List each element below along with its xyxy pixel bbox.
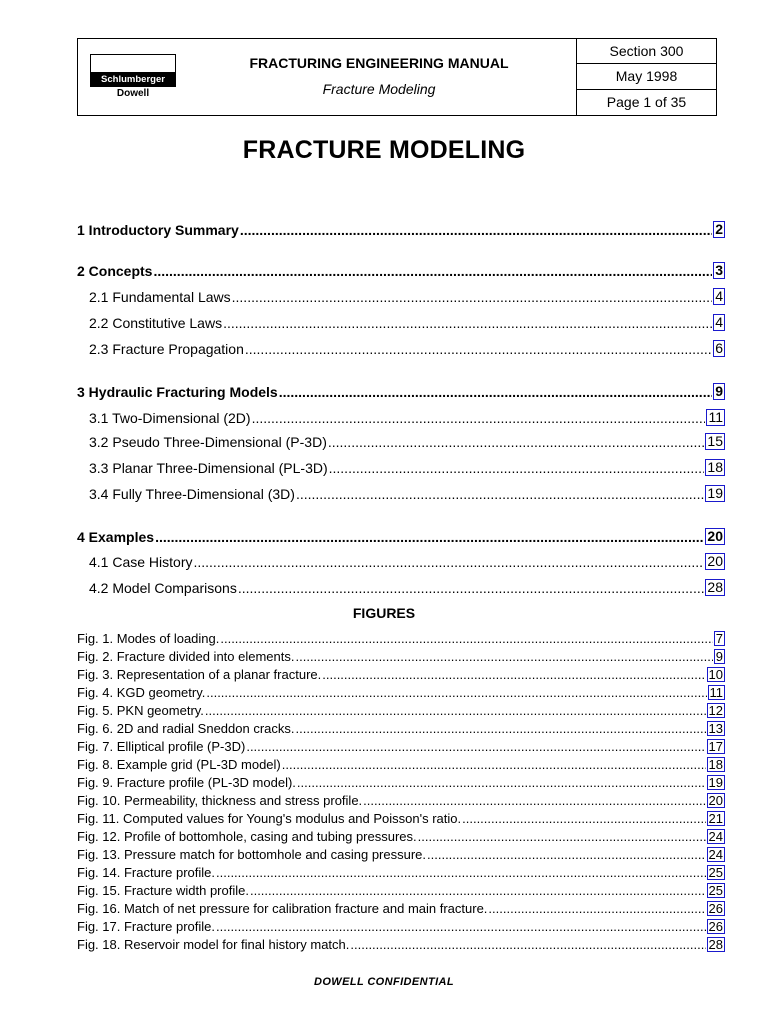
figure-page-link[interactable]: 13 — [708, 721, 723, 736]
toc-page-link[interactable]: 20 — [707, 528, 723, 544]
figure-entry[interactable] — [77, 793, 725, 808]
figure-page-link[interactable]: 9 — [715, 649, 723, 664]
toc-entry[interactable] — [77, 578, 725, 596]
toc-entry[interactable] — [77, 220, 725, 238]
logo-frame — [90, 54, 176, 72]
manual-subtitle: Fracture Modeling — [322, 81, 436, 97]
figure-entry[interactable] — [77, 883, 725, 898]
document-date: May 1998 — [577, 64, 716, 89]
figure-label: Fig. 1. Modes of loading. — [77, 631, 220, 646]
toc-entry[interactable] — [77, 313, 725, 331]
toc-entry-label: 4.1 Case History — [89, 554, 193, 570]
figure-entry[interactable] — [77, 775, 725, 790]
figure-entry[interactable] — [77, 703, 725, 718]
toc-page-link[interactable]: 4 — [715, 288, 723, 304]
toc-entry[interactable] — [77, 552, 725, 570]
toc-entry-label: 4.2 Model Comparisons — [89, 580, 237, 596]
manual-title: FRACTURING ENGINEERING MANUAL — [249, 55, 509, 71]
toc-entry-label: 2.1 Fundamental Laws — [89, 289, 231, 305]
figure-entry[interactable] — [77, 937, 725, 952]
header-title-cell — [183, 39, 575, 115]
figure-entry[interactable] — [77, 721, 725, 736]
figure-label: Fig. 7. Elliptical profile (P-3D) — [77, 739, 246, 754]
toc-entry[interactable] — [77, 432, 725, 450]
figure-label: Fig. 5. PKN geometry. — [77, 703, 204, 718]
toc-entry-label: 3 Hydraulic Fracturing Models — [77, 384, 278, 400]
figure-entry[interactable] — [77, 865, 725, 880]
figure-page-link[interactable]: 21 — [708, 811, 723, 826]
figure-page-link[interactable]: 7 — [715, 631, 723, 646]
figure-page-link[interactable]: 19 — [708, 775, 723, 790]
toc-page-link[interactable]: 6 — [715, 340, 723, 356]
toc-page-link[interactable]: 2 — [715, 221, 723, 237]
header-info-cell — [576, 39, 716, 115]
toc-entry[interactable] — [77, 408, 725, 426]
figures-heading: FIGURES — [352, 605, 416, 621]
toc-entry-label: 2.3 Fracture Propagation — [89, 341, 244, 357]
figure-entry[interactable] — [77, 667, 725, 682]
toc-page-link[interactable]: 11 — [708, 409, 723, 425]
figure-page-link[interactable]: 10 — [708, 667, 723, 682]
page-indicator: Page 1 of 35 — [606, 93, 687, 110]
page-title: FRACTURE MODELING — [242, 136, 526, 164]
toc-entry-label: 3.3 Planar Three-Dimensional (PL-3D) — [89, 460, 328, 476]
figure-page-link[interactable]: 18 — [708, 757, 723, 772]
toc-page-link[interactable]: 15 — [707, 433, 723, 449]
figure-entry[interactable] — [77, 685, 725, 700]
figure-label: Fig. 6. 2D and radial Sneddon cracks. — [77, 721, 295, 736]
figure-label: Fig. 16. Match of net pressure for calibration fracture and main fracture. — [77, 901, 488, 916]
toc-entry-label: 3.4 Fully Three-Dimensional (3D) — [89, 486, 295, 502]
toc-page-link[interactable]: 28 — [707, 579, 723, 595]
figure-page-link[interactable]: 17 — [708, 739, 723, 754]
toc-entry[interactable] — [77, 261, 725, 279]
toc-page-link[interactable]: 18 — [707, 459, 723, 475]
figure-label: Fig. 4. KGD geometry. — [77, 685, 206, 700]
figure-label: Fig. 9. Fracture profile (PL-3D model). — [77, 775, 296, 790]
toc-entry-label: 4 Examples — [77, 529, 155, 545]
toc-entry[interactable] — [77, 527, 725, 545]
figure-label: Fig. 14. Fracture profile. — [77, 865, 215, 880]
figure-page-link[interactable]: 12 — [708, 703, 723, 718]
toc-entry-label: 3.2 Pseudo Three-Dimensional (P-3D) — [89, 434, 327, 450]
figure-page-link[interactable]: 24 — [708, 829, 723, 844]
figure-label: Fig. 11. Computed values for Young's modulus and Poisson's ratio. — [77, 811, 462, 826]
logo-dowell: Dowell — [116, 88, 150, 99]
figure-label: Fig. 10. Permeability, thickness and stress profile. — [77, 793, 363, 808]
figure-label: Fig. 18. Reservoir model for final history match. — [77, 937, 350, 952]
figure-page-link[interactable]: 11 — [709, 685, 723, 700]
figure-page-link[interactable]: 28 — [708, 937, 723, 952]
figure-entry[interactable] — [77, 649, 725, 664]
figure-entry[interactable] — [77, 811, 725, 826]
toc-entry[interactable] — [77, 382, 725, 400]
figure-page-link[interactable]: 20 — [708, 793, 723, 808]
company-logo — [78, 39, 183, 115]
figure-page-link[interactable]: 26 — [708, 919, 723, 934]
figure-label: Fig. 3. Representation of a planar fracture. — [77, 667, 322, 682]
figure-label: Fig. 12. Profile of bottomhole, casing and tubing pressures. — [77, 829, 417, 844]
figure-page-link[interactable]: 25 — [708, 883, 723, 898]
toc-entry[interactable] — [77, 287, 725, 305]
figure-page-link[interactable]: 25 — [708, 865, 723, 880]
toc-entry-label: 3.1 Two-Dimensional (2D) — [89, 410, 251, 426]
toc-page-link[interactable]: 9 — [715, 383, 723, 399]
toc-entry[interactable] — [77, 484, 725, 502]
figure-label: Fig. 2. Fracture divided into elements. — [77, 649, 295, 664]
toc-entry-label: 2.2 Constitutive Laws — [89, 315, 223, 331]
toc-page-link[interactable]: 19 — [707, 485, 723, 501]
figure-entry[interactable] — [77, 757, 725, 772]
toc-page-link[interactable]: 4 — [715, 314, 723, 330]
figure-entry[interactable] — [77, 631, 725, 646]
toc-entry[interactable] — [77, 458, 725, 476]
figure-page-link[interactable]: 26 — [708, 901, 723, 916]
logo-schlumberger: Schlumberger — [90, 72, 176, 87]
figure-entry[interactable] — [77, 829, 725, 844]
toc-entry[interactable] — [77, 339, 725, 357]
figure-entry[interactable] — [77, 739, 725, 754]
toc-entry-label: 2 Concepts — [77, 263, 153, 279]
figure-label: Fig. 8. Example grid (PL-3D model) — [77, 757, 281, 772]
figure-page-link[interactable]: 24 — [708, 847, 723, 862]
toc-entry-label: 1 Introductory Summary — [77, 222, 239, 238]
figure-label: Fig. 17. Fracture profile. — [77, 919, 215, 934]
document-header — [77, 38, 717, 116]
figure-entry[interactable] — [77, 919, 725, 934]
section-number: Section 300 — [577, 39, 716, 64]
toc-page-link[interactable]: 20 — [707, 553, 723, 569]
toc-page-link[interactable]: 3 — [715, 262, 723, 278]
figure-label: Fig. 13. Pressure match for bottomhole and casing pressure. — [77, 847, 427, 862]
figure-entry[interactable] — [77, 847, 725, 862]
figure-label: Fig. 15. Fracture width profile. — [77, 883, 249, 898]
confidential-footer: DOWELL CONFIDENTIAL — [314, 976, 454, 988]
figure-entry[interactable] — [77, 901, 725, 916]
